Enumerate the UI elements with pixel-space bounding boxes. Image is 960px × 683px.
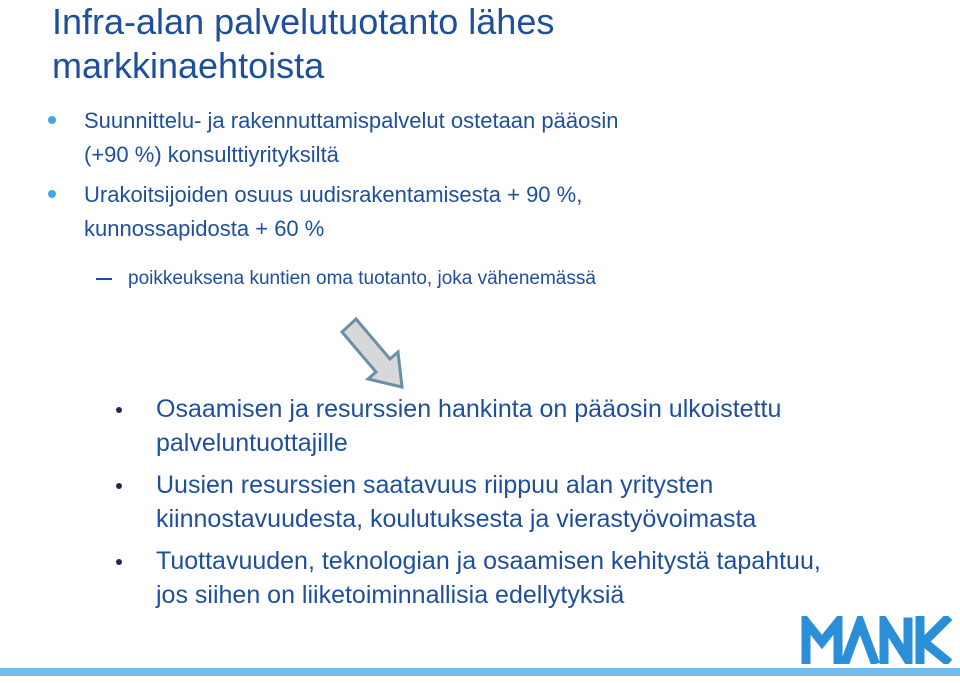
top-bullet-1-line-2: (+90 %) konsulttiyrityksiltä [84, 142, 339, 167]
top-bullet-item [48, 178, 928, 246]
bullet-dot-icon [48, 116, 56, 124]
top-bullet-2-line-1: Urakoitsijoiden osuus uudisrakentamisesta + 90 %, [84, 182, 583, 207]
title-line-1: Infra-alan palvelutuotanto lähes [52, 1, 555, 42]
top-bullet-1-line-1: Suunnittelu- ja rakennuttamispalvelut ostetaan pääosin [84, 108, 619, 133]
title-line-2: markkinaehtoista [52, 45, 325, 86]
bullet-dot-icon [48, 190, 56, 198]
bullet-dot-icon [116, 407, 122, 413]
bottom-bullet-3-line-1: Tuottavuuden, teknologian ja osaamisen kehitystä tapahtuu, [156, 547, 821, 575]
top-bullet-item [48, 104, 928, 172]
bottom-bullet-item [116, 392, 936, 460]
sub-bullet-item [96, 264, 596, 294]
bullet-dot-icon [116, 483, 122, 489]
footer-bar [0, 668, 960, 676]
bottom-bullet-2-line-2: kiinnostavuudesta, koulutuksesta ja vierastyövoimasta [156, 505, 757, 533]
bottom-bullet-1-line-2: palveluntuottajille [156, 429, 348, 457]
bottom-bullet-list [116, 392, 936, 620]
bottom-bullet-3-line-2: jos siihen on liiketoiminnallisia edellytyksiä [156, 581, 625, 609]
dash-icon [96, 278, 112, 280]
slide-title [52, 0, 932, 88]
top-bullet-2-line-2: kunnossapidosta + 60 % [84, 216, 325, 241]
mank-logo [800, 616, 952, 664]
bottom-bullet-item [116, 544, 936, 612]
bullet-dot-icon [116, 559, 122, 565]
down-right-arrow-icon [338, 315, 410, 391]
top-bullet-list [48, 104, 928, 252]
sub-bullet-text: poikkeuksena kuntien oma tuotanto, joka vähenemässä [128, 268, 596, 289]
bottom-bullet-1-line-1: Osaamisen ja resurssien hankinta on pääosin ulkoistettu [156, 395, 782, 423]
bottom-bullet-2-line-1: Uusien resurssien saatavuus riippuu alan yritysten [156, 471, 714, 499]
bottom-bullet-item [116, 468, 936, 536]
